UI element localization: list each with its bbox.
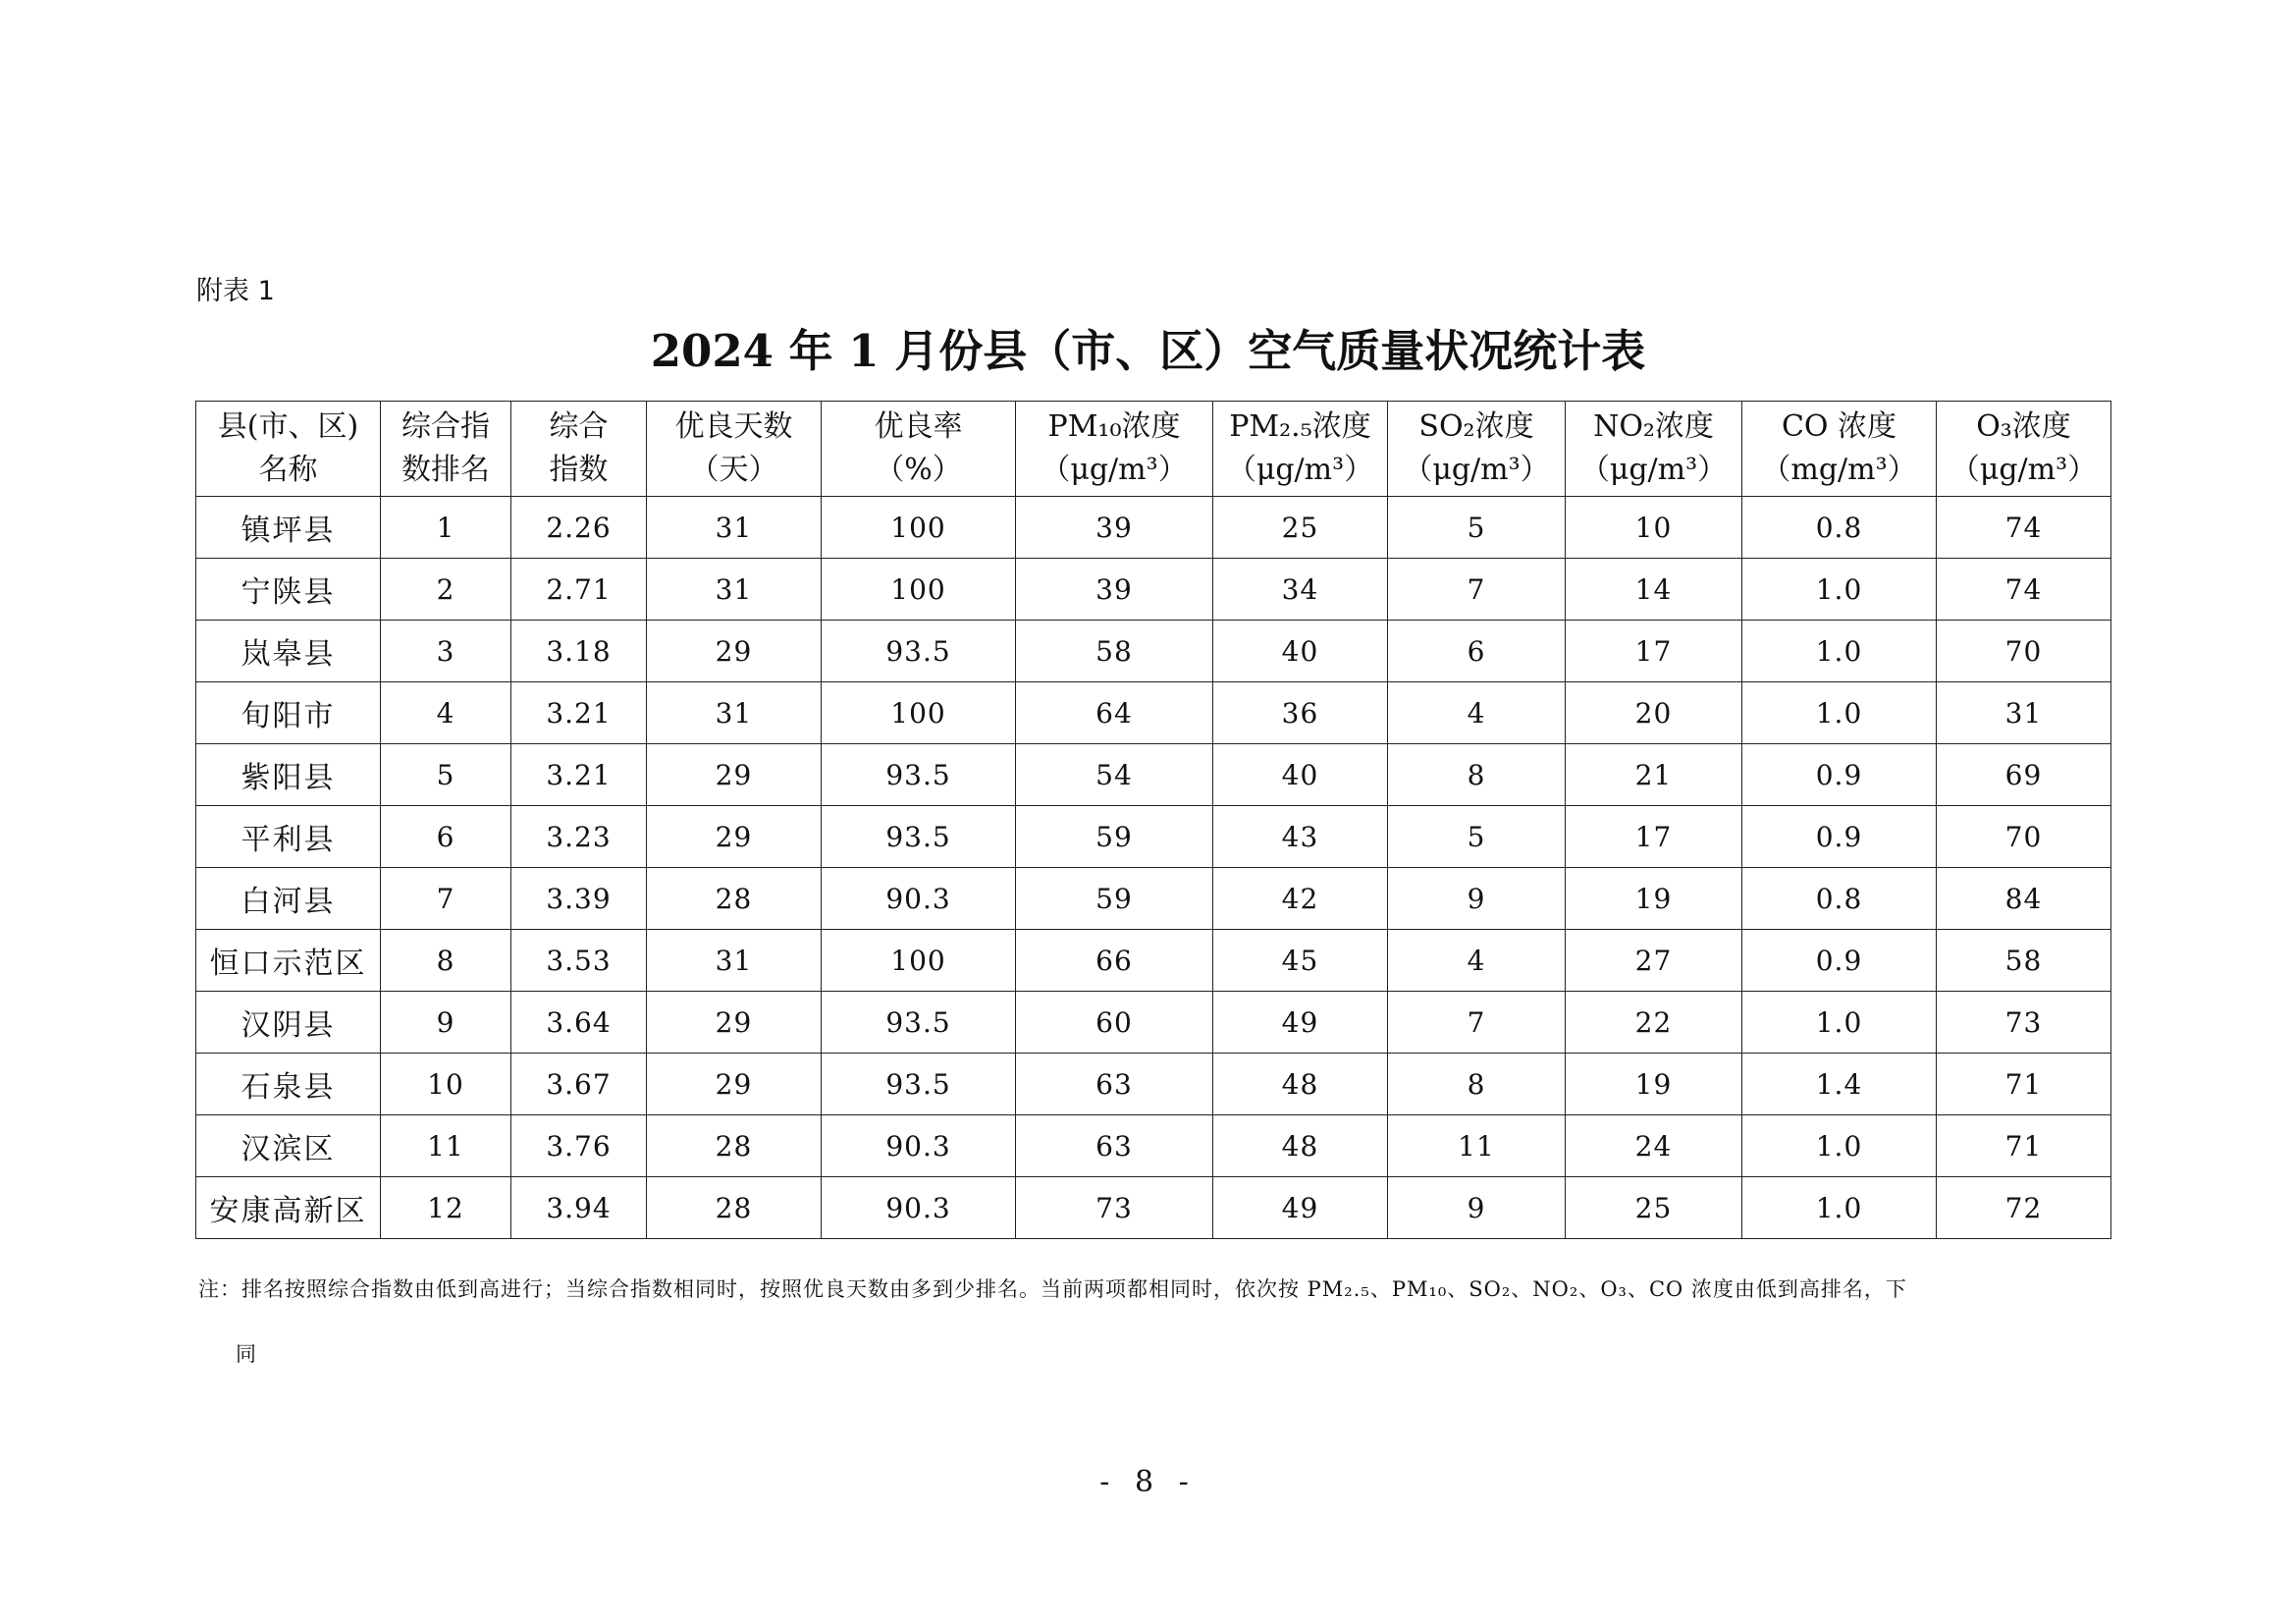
column-header bbox=[1937, 402, 2111, 497]
table-cell: 100 bbox=[822, 682, 1016, 744]
table-note-continuation: 同 bbox=[236, 1342, 256, 1366]
table-cell: 2.71 bbox=[511, 559, 647, 621]
table-cell: 39 bbox=[1016, 497, 1213, 559]
column-header-line1: 优良天数 bbox=[674, 409, 793, 444]
table-cell: 25 bbox=[1566, 1177, 1742, 1239]
table-cell: 31 bbox=[1937, 682, 2111, 744]
table-cell: 6 bbox=[1388, 621, 1566, 682]
table-row bbox=[196, 1054, 2111, 1115]
table-cell: 1.0 bbox=[1742, 992, 1937, 1054]
column-header-line1: NO₂浓度 bbox=[1593, 409, 1714, 444]
column-header-line1: O₃浓度 bbox=[1976, 409, 2071, 444]
table-cell: 10 bbox=[1566, 497, 1742, 559]
table-cell: 3.94 bbox=[511, 1177, 647, 1239]
column-header bbox=[511, 402, 647, 497]
table-cell: 17 bbox=[1566, 621, 1742, 682]
column-header bbox=[381, 402, 511, 497]
table-cell: 69 bbox=[1937, 744, 2111, 806]
column-header-line2: 名称 bbox=[258, 453, 318, 487]
table-cell: 31 bbox=[647, 682, 822, 744]
table-cell: 14 bbox=[1566, 559, 1742, 621]
district-name-cell: 岚皋县 bbox=[196, 621, 381, 682]
table-cell: 28 bbox=[647, 1177, 822, 1239]
district-name-cell: 汉阴县 bbox=[196, 992, 381, 1054]
table-cell: 59 bbox=[1016, 806, 1213, 868]
table-cell: 5 bbox=[381, 744, 511, 806]
table-cell: 0.9 bbox=[1742, 744, 1937, 806]
table-cell: 24 bbox=[1566, 1115, 1742, 1177]
table-cell: 3.18 bbox=[511, 621, 647, 682]
table-cell: 17 bbox=[1566, 806, 1742, 868]
column-header bbox=[1388, 402, 1566, 497]
table-cell: 49 bbox=[1213, 992, 1388, 1054]
appendix-label: 附表 1 bbox=[196, 276, 275, 306]
table-cell: 93.5 bbox=[822, 744, 1016, 806]
table-cell: 29 bbox=[647, 621, 822, 682]
table-cell: 93.5 bbox=[822, 806, 1016, 868]
table-cell: 25 bbox=[1213, 497, 1388, 559]
table-cell: 29 bbox=[647, 1054, 822, 1115]
table-cell: 31 bbox=[647, 559, 822, 621]
table-cell: 0.9 bbox=[1742, 930, 1937, 992]
column-header bbox=[1742, 402, 1937, 497]
table-cell: 3.76 bbox=[511, 1115, 647, 1177]
table-note: 注：排名按照综合指数由低到高进行；当综合指数相同时，按照优良天数由多到少排名。当前两项都相同时，依次按 PM₂.₅、PM₁₀、SO₂、NO₂、O₃、CO 浓度由低到高排名，下 bbox=[198, 1277, 1907, 1301]
district-name-cell: 镇坪县 bbox=[196, 497, 381, 559]
table-cell: 11 bbox=[1388, 1115, 1566, 1177]
table-cell: 4 bbox=[381, 682, 511, 744]
table-cell: 1 bbox=[381, 497, 511, 559]
table-cell: 66 bbox=[1016, 930, 1213, 992]
table-cell: 90.3 bbox=[822, 868, 1016, 930]
table-cell: 1.0 bbox=[1742, 1115, 1937, 1177]
table-header-row bbox=[196, 402, 2111, 497]
table-row bbox=[196, 682, 2111, 744]
table-cell: 40 bbox=[1213, 744, 1388, 806]
district-name-cell: 安康高新区 bbox=[196, 1177, 381, 1239]
table-cell: 3.21 bbox=[511, 744, 647, 806]
column-header bbox=[822, 402, 1016, 497]
table-cell: 1.0 bbox=[1742, 559, 1937, 621]
table-cell: 5 bbox=[1388, 497, 1566, 559]
table-cell: 7 bbox=[1388, 992, 1566, 1054]
table-cell: 12 bbox=[381, 1177, 511, 1239]
table-cell: 20 bbox=[1566, 682, 1742, 744]
column-header-line1: SO₂浓度 bbox=[1418, 409, 1534, 444]
column-header-line2: （μg/m³） bbox=[1579, 453, 1728, 487]
table-cell: 19 bbox=[1566, 1054, 1742, 1115]
table-cell: 5 bbox=[1388, 806, 1566, 868]
table-cell: 27 bbox=[1566, 930, 1742, 992]
table-cell: 1.0 bbox=[1742, 682, 1937, 744]
column-header bbox=[1213, 402, 1388, 497]
table-cell: 4 bbox=[1388, 930, 1566, 992]
table-cell: 2 bbox=[381, 559, 511, 621]
table-cell: 31 bbox=[647, 497, 822, 559]
table-cell: 9 bbox=[1388, 868, 1566, 930]
table-row bbox=[196, 992, 2111, 1054]
table-cell: 29 bbox=[647, 744, 822, 806]
table-cell: 3.67 bbox=[511, 1054, 647, 1115]
table-cell: 100 bbox=[822, 559, 1016, 621]
column-header bbox=[1016, 402, 1213, 497]
table-cell: 45 bbox=[1213, 930, 1388, 992]
table-cell: 84 bbox=[1937, 868, 2111, 930]
column-header-line2: （μg/m³） bbox=[1226, 453, 1374, 487]
table-cell: 93.5 bbox=[822, 992, 1016, 1054]
column-header-line2: 数排名 bbox=[401, 453, 490, 487]
table-cell: 58 bbox=[1937, 930, 2111, 992]
table-cell: 3.39 bbox=[511, 868, 647, 930]
table-cell: 1.4 bbox=[1742, 1054, 1937, 1115]
column-header-line2: （%） bbox=[875, 453, 962, 487]
table-cell: 9 bbox=[381, 992, 511, 1054]
table-cell: 93.5 bbox=[822, 621, 1016, 682]
table-cell: 3 bbox=[381, 621, 511, 682]
table-cell: 72 bbox=[1937, 1177, 2111, 1239]
table-cell: 39 bbox=[1016, 559, 1213, 621]
table-cell: 3.64 bbox=[511, 992, 647, 1054]
table-cell: 70 bbox=[1937, 806, 2111, 868]
table-cell: 8 bbox=[1388, 1054, 1566, 1115]
district-name-cell: 宁陕县 bbox=[196, 559, 381, 621]
district-name-cell: 汉滨区 bbox=[196, 1115, 381, 1177]
table-row bbox=[196, 744, 2111, 806]
table-cell: 1.0 bbox=[1742, 1177, 1937, 1239]
district-name-cell: 石泉县 bbox=[196, 1054, 381, 1115]
table-cell: 90.3 bbox=[822, 1177, 1016, 1239]
table-cell: 71 bbox=[1937, 1054, 2111, 1115]
table-cell: 11 bbox=[381, 1115, 511, 1177]
column-header-line1: PM₁₀浓度 bbox=[1047, 409, 1181, 444]
table-cell: 22 bbox=[1566, 992, 1742, 1054]
column-header bbox=[1566, 402, 1742, 497]
table-cell: 0.8 bbox=[1742, 868, 1937, 930]
table-cell: 90.3 bbox=[822, 1115, 1016, 1177]
column-header-line2: 指数 bbox=[549, 453, 609, 487]
table-cell: 73 bbox=[1016, 1177, 1213, 1239]
table-cell: 21 bbox=[1566, 744, 1742, 806]
table-cell: 42 bbox=[1213, 868, 1388, 930]
document-title: 2024 年 1 月份县（市、区）空气质量状况统计表 bbox=[650, 325, 1646, 377]
table-cell: 28 bbox=[647, 868, 822, 930]
table-row bbox=[196, 1177, 2111, 1239]
district-name-cell: 平利县 bbox=[196, 806, 381, 868]
table-cell: 7 bbox=[381, 868, 511, 930]
table-cell: 28 bbox=[647, 1115, 822, 1177]
column-header-line1: 优良率 bbox=[874, 409, 963, 444]
table-cell: 58 bbox=[1016, 621, 1213, 682]
column-header-line1: PM₂.₅浓度 bbox=[1229, 409, 1371, 444]
table-cell: 9 bbox=[1388, 1177, 1566, 1239]
column-header-line1: 县(市、区) bbox=[217, 409, 359, 444]
table-cell: 73 bbox=[1937, 992, 2111, 1054]
table-cell: 71 bbox=[1937, 1115, 2111, 1177]
table-cell: 19 bbox=[1566, 868, 1742, 930]
column-header bbox=[196, 402, 381, 497]
table-cell: 36 bbox=[1213, 682, 1388, 744]
column-header-line2: （μg/m³） bbox=[1403, 453, 1550, 487]
table-cell: 60 bbox=[1016, 992, 1213, 1054]
table-cell: 100 bbox=[822, 930, 1016, 992]
table-cell: 70 bbox=[1937, 621, 2111, 682]
column-header-line2: （天） bbox=[689, 453, 778, 487]
table-row bbox=[196, 559, 2111, 621]
table-cell: 0.9 bbox=[1742, 806, 1937, 868]
table-row bbox=[196, 930, 2111, 992]
table-cell: 31 bbox=[647, 930, 822, 992]
table-cell: 3.21 bbox=[511, 682, 647, 744]
column-header bbox=[647, 402, 822, 497]
district-name-cell: 恒口示范区 bbox=[196, 930, 381, 992]
column-header-line1: 综合指 bbox=[401, 409, 490, 444]
table-cell: 1.0 bbox=[1742, 621, 1937, 682]
table-cell: 34 bbox=[1213, 559, 1388, 621]
table-cell: 7 bbox=[1388, 559, 1566, 621]
table-row bbox=[196, 1115, 2111, 1177]
table-cell: 6 bbox=[381, 806, 511, 868]
table-row bbox=[196, 621, 2111, 682]
column-header-line1: CO 浓度 bbox=[1781, 409, 1897, 444]
table-cell: 40 bbox=[1213, 621, 1388, 682]
table-cell: 8 bbox=[1388, 744, 1566, 806]
table-cell: 49 bbox=[1213, 1177, 1388, 1239]
table-cell: 0.8 bbox=[1742, 497, 1937, 559]
table-body bbox=[196, 497, 2111, 1239]
table-cell: 54 bbox=[1016, 744, 1213, 806]
column-header-line2: （μg/m³） bbox=[1041, 453, 1188, 487]
table-cell: 10 bbox=[381, 1054, 511, 1115]
table-row bbox=[196, 497, 2111, 559]
table-cell: 4 bbox=[1388, 682, 1566, 744]
table-cell: 48 bbox=[1213, 1115, 1388, 1177]
air-quality-table bbox=[195, 401, 2111, 1239]
district-name-cell: 旬阳市 bbox=[196, 682, 381, 744]
table-cell: 59 bbox=[1016, 868, 1213, 930]
page-number: - 8 - bbox=[1099, 1465, 1197, 1499]
table-cell: 74 bbox=[1937, 497, 2111, 559]
table-cell: 2.26 bbox=[511, 497, 647, 559]
table-row bbox=[196, 806, 2111, 868]
table-cell: 48 bbox=[1213, 1054, 1388, 1115]
district-name-cell: 紫阳县 bbox=[196, 744, 381, 806]
column-header-line1: 综合 bbox=[549, 409, 609, 444]
column-header-line2: （mg/m³） bbox=[1761, 453, 1917, 487]
table-cell: 63 bbox=[1016, 1115, 1213, 1177]
table-cell: 8 bbox=[381, 930, 511, 992]
table-cell: 43 bbox=[1213, 806, 1388, 868]
district-name-cell: 白河县 bbox=[196, 868, 381, 930]
column-header-line2: （μg/m³） bbox=[1949, 453, 2098, 487]
table-cell: 93.5 bbox=[822, 1054, 1016, 1115]
table-cell: 3.53 bbox=[511, 930, 647, 992]
table-row bbox=[196, 868, 2111, 930]
table-cell: 3.23 bbox=[511, 806, 647, 868]
table-cell: 29 bbox=[647, 992, 822, 1054]
table-cell: 100 bbox=[822, 497, 1016, 559]
table-cell: 63 bbox=[1016, 1054, 1213, 1115]
table-cell: 29 bbox=[647, 806, 822, 868]
table-cell: 64 bbox=[1016, 682, 1213, 744]
table-cell: 74 bbox=[1937, 559, 2111, 621]
